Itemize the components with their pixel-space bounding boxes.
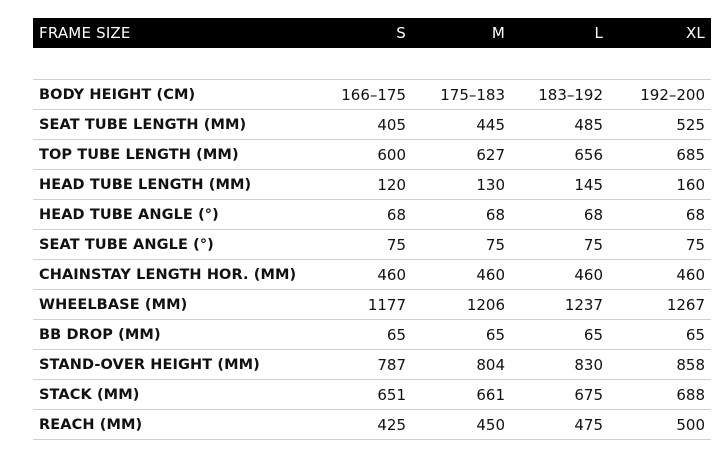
value-cell-m: 68	[412, 200, 511, 230]
size-header-xl: XL	[609, 18, 711, 48]
value-cell-xl: 685	[609, 140, 711, 170]
table-row	[33, 290, 711, 320]
spacer-cell	[33, 48, 711, 80]
value-cell-m: 75	[412, 230, 511, 260]
value-cell-l: 68	[511, 200, 609, 230]
value-cell-xl: 500	[609, 410, 711, 440]
value-cell-xl: 688	[609, 380, 711, 410]
row-label: BODY HEIGHT (CM)	[33, 80, 315, 110]
value-cell-m: 661	[412, 380, 511, 410]
value-cell-xl: 858	[609, 350, 711, 380]
value-cell-m: 175–183	[412, 80, 511, 110]
row-label: HEAD TUBE LENGTH (MM)	[33, 170, 315, 200]
value-cell-l: 830	[511, 350, 609, 380]
value-cell-s: 405	[315, 110, 412, 140]
value-cell-l: 485	[511, 110, 609, 140]
row-label: SEAT TUBE LENGTH (MM)	[33, 110, 315, 140]
row-label: TOP TUBE LENGTH (MM)	[33, 140, 315, 170]
row-label: BB DROP (MM)	[33, 320, 315, 350]
value-cell-xl: 525	[609, 110, 711, 140]
value-cell-xl: 192–200	[609, 80, 711, 110]
frame-size-header: FRAME SIZE	[33, 18, 315, 48]
value-cell-s: 600	[315, 140, 412, 170]
value-cell-s: 120	[315, 170, 412, 200]
value-cell-xl: 460	[609, 260, 711, 290]
size-header-l: L	[511, 18, 609, 48]
table-row	[33, 80, 711, 110]
size-header-s: S	[315, 18, 412, 48]
table-row	[33, 230, 711, 260]
table-row	[33, 320, 711, 350]
value-cell-m: 445	[412, 110, 511, 140]
value-cell-s: 651	[315, 380, 412, 410]
table-row	[33, 140, 711, 170]
value-cell-l: 75	[511, 230, 609, 260]
value-cell-xl: 160	[609, 170, 711, 200]
value-cell-xl: 68	[609, 200, 711, 230]
table-row	[33, 410, 711, 440]
row-label: WHEELBASE (MM)	[33, 290, 315, 320]
value-cell-s: 1177	[315, 290, 412, 320]
value-cell-xl: 75	[609, 230, 711, 260]
value-cell-l: 475	[511, 410, 609, 440]
value-cell-l: 145	[511, 170, 609, 200]
value-cell-m: 460	[412, 260, 511, 290]
value-cell-m: 65	[412, 320, 511, 350]
value-cell-l: 65	[511, 320, 609, 350]
value-cell-xl: 65	[609, 320, 711, 350]
row-label: SEAT TUBE ANGLE (°)	[33, 230, 315, 260]
table-row	[33, 350, 711, 380]
value-cell-s: 166–175	[315, 80, 412, 110]
value-cell-s: 65	[315, 320, 412, 350]
row-label: STACK (MM)	[33, 380, 315, 410]
row-label: CHAINSTAY LENGTH HOR. (MM)	[33, 260, 315, 290]
table-row	[33, 170, 711, 200]
value-cell-s: 425	[315, 410, 412, 440]
value-cell-m: 1206	[412, 290, 511, 320]
value-cell-m: 450	[412, 410, 511, 440]
size-header-m: M	[412, 18, 511, 48]
value-cell-m: 130	[412, 170, 511, 200]
value-cell-xl: 1267	[609, 290, 711, 320]
table-row	[33, 260, 711, 290]
value-cell-m: 627	[412, 140, 511, 170]
row-label: STAND-OVER HEIGHT (MM)	[33, 350, 315, 380]
table-row	[33, 380, 711, 410]
geometry-table	[33, 18, 711, 440]
value-cell-s: 787	[315, 350, 412, 380]
row-label: HEAD TUBE ANGLE (°)	[33, 200, 315, 230]
value-cell-l: 1237	[511, 290, 609, 320]
value-cell-l: 460	[511, 260, 609, 290]
value-cell-s: 68	[315, 200, 412, 230]
header-row	[33, 18, 711, 48]
table-row	[33, 110, 711, 140]
row-label: REACH (MM)	[33, 410, 315, 440]
value-cell-s: 75	[315, 230, 412, 260]
value-cell-l: 675	[511, 380, 609, 410]
value-cell-l: 656	[511, 140, 609, 170]
value-cell-m: 804	[412, 350, 511, 380]
value-cell-s: 460	[315, 260, 412, 290]
value-cell-l: 183–192	[511, 80, 609, 110]
spacer-row	[33, 48, 711, 80]
table-row	[33, 200, 711, 230]
